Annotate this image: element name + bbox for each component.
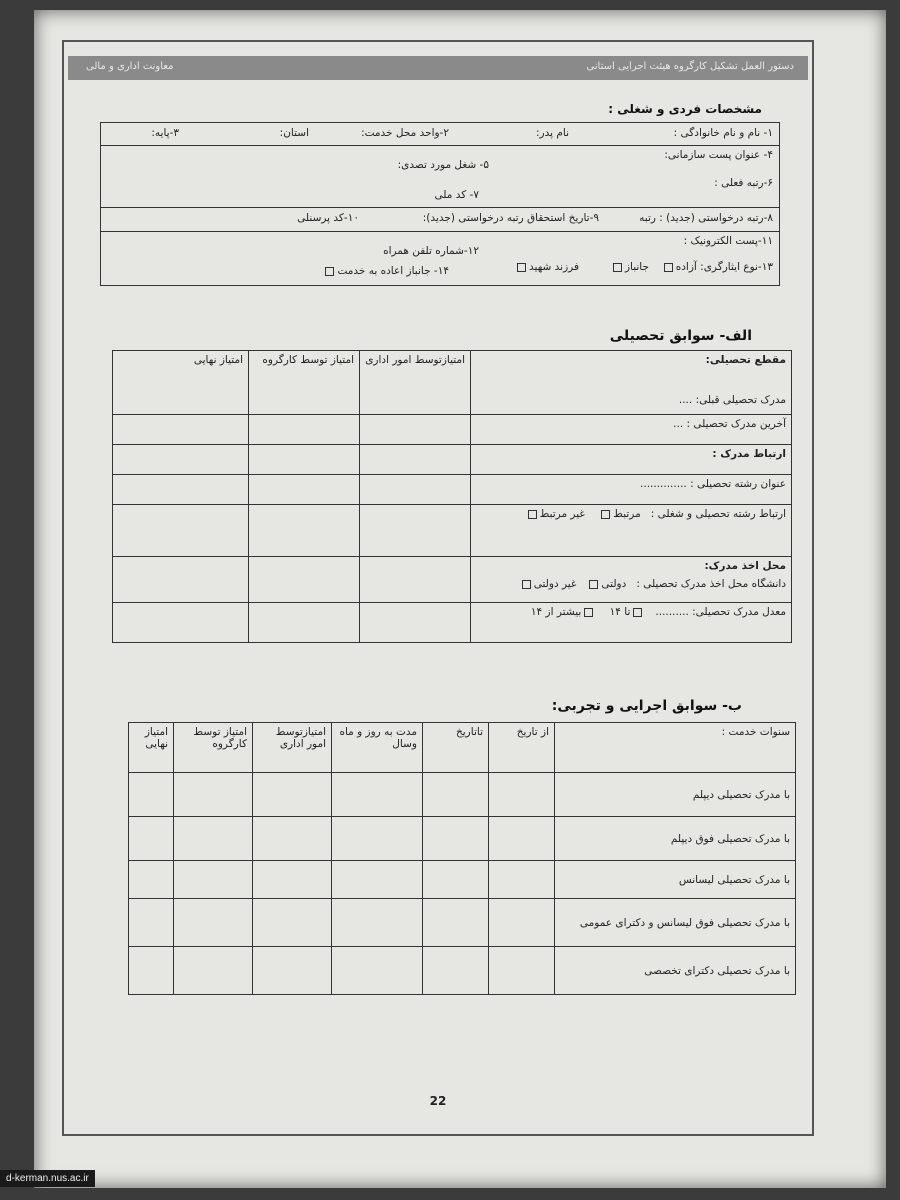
org-post-label: ۴- عنوان پست سازمانی:: [664, 149, 773, 161]
prev-degree-label: مدرک تحصیلی قبلی: ....: [678, 394, 786, 406]
personal-info-box: [100, 122, 780, 286]
returned-janbaz-checkbox[interactable]: [325, 267, 334, 276]
last-degree-label: آخرین مدرک تحصیلی : ...: [471, 415, 792, 445]
header-left-text: معاونت اداری و مالی: [86, 61, 174, 72]
province-label: استان:: [279, 127, 309, 139]
eligibility-date-label: ۹-تاریخ استحقاق رتبه درخواستی (جدید):: [422, 212, 599, 224]
service-years-header: سنوات خدمت :: [555, 723, 796, 773]
admin-score-header: امتیازتوسط امور اداری: [360, 351, 471, 415]
job-label: ۵- شغل مورد تصدی:: [397, 159, 489, 171]
header-right-text: دستور العمل تشکیل کارگروه هیئت اجرایی استانی: [586, 61, 794, 72]
exp-row-associate: با مدرک تحصیلی فوق دیپلم: [555, 817, 796, 861]
shahid-child-option: فرزند شهید: [514, 261, 579, 273]
education-table: [112, 350, 792, 643]
unrelated-checkbox[interactable]: [528, 510, 537, 519]
over14-checkbox[interactable]: [584, 608, 593, 617]
janbaz-checkbox[interactable]: [613, 263, 622, 272]
email-label: ۱۱-پست الکترونیک :: [683, 235, 773, 247]
exp-row-master: با مدرک تحصیلی فوق لیسانس و دکترای عمومی: [555, 899, 796, 947]
page-number: 22: [429, 1094, 447, 1108]
shahid-checkbox[interactable]: [517, 263, 526, 272]
personal-section-title: مشخصات فردی و شغلی :: [608, 102, 762, 116]
final-score-header-2: امتیاز نهایی: [129, 723, 174, 773]
nonstate-checkbox[interactable]: [522, 580, 531, 589]
father-name-label: نام پدر:: [535, 127, 569, 139]
page-frame: [62, 40, 814, 1136]
experience-section-title: ب- سوابق اجرایی و تجربی:: [551, 698, 742, 714]
personal-row-4: [101, 231, 779, 285]
section-level-cell: مقطع تحصیلی: مدرک تحصیلی قبلی: ....: [471, 351, 792, 415]
janbaz-option: جانباز: [610, 261, 649, 273]
relation-row: ارتباط رشته تحصیلی و شغلی : مرتبط غیر مرتبط: [471, 505, 792, 557]
state-checkbox[interactable]: [589, 580, 598, 589]
related-checkbox[interactable]: [601, 510, 610, 519]
education-section-title: الف- سوابق تحصیلی: [609, 328, 752, 344]
admin-score-header-2: امتیازتوسط امور اداری: [253, 723, 332, 773]
exp-row-phd: با مدرک تحصیلی دکترای تخصصی: [555, 947, 796, 995]
from-date-header: از تاریخ: [489, 723, 555, 773]
personal-row-2: [101, 145, 779, 208]
paper-sheet: [34, 10, 886, 1188]
exp-row-bachelor: با مدرک تحصیلی لیسانس: [555, 861, 796, 899]
committee-score-header-2: امتیاز توسط کارگروه: [174, 723, 253, 773]
upto14-checkbox[interactable]: [633, 608, 642, 617]
exp-row-diploma: با مدرک تحصیلی دیپلم: [555, 773, 796, 817]
duration-header: مدت به روز و ماه وسال: [332, 723, 423, 773]
azadeh-checkbox[interactable]: [664, 263, 673, 272]
requested-rank-label: ۸-رتبه درخواستی (جدید) : رتبه: [639, 212, 773, 224]
to-date-header: تاتاریخ: [423, 723, 489, 773]
personal-row-1: [101, 123, 779, 146]
gpa-row: معدل مدرک تحصیلی: .......... تا ۱۴ بیشتر از ۱۴: [471, 603, 792, 643]
full-name-label: ۱- نام و نام خانوادگی :: [673, 127, 773, 139]
website-watermark: d-kerman.nus.ac.ir: [0, 1170, 95, 1187]
service-unit-label: ۲-واحد محل خدمت:: [361, 127, 449, 139]
base-label: ۳-پایه:: [151, 127, 179, 139]
veteran-type-label: ۱۳-نوع ایثارگری: آزاده: [661, 261, 773, 273]
personnel-code-label: ۱۰-کد پرسنلی: [297, 212, 359, 224]
current-rank-label: ۶-رتبه فعلی :: [714, 177, 773, 189]
committee-score-header: امتیاز توسط کارگروه: [249, 351, 360, 415]
personal-row-3: [101, 207, 779, 232]
returned-janbaz-option: ۱۴- جانباز اعاده به خدمت: [322, 265, 449, 277]
final-score-header: امتیاز نهایی: [113, 351, 249, 415]
field-title-label: عنوان رشته تحصیلی : ..............: [471, 475, 792, 505]
experience-table: [128, 722, 796, 995]
place-section: محل اخذ مدرک: دانشگاه محل اخذ مدرک تحصیلی : دولتی غیر دولتی: [471, 557, 792, 603]
relation-section-title: ارتباط مدرک :: [471, 445, 792, 475]
national-code-label: ۷- کد ملی: [434, 189, 479, 201]
mobile-label: ۱۲-شماره تلفن همراه: [383, 245, 479, 257]
document-header-bar: [68, 56, 808, 80]
